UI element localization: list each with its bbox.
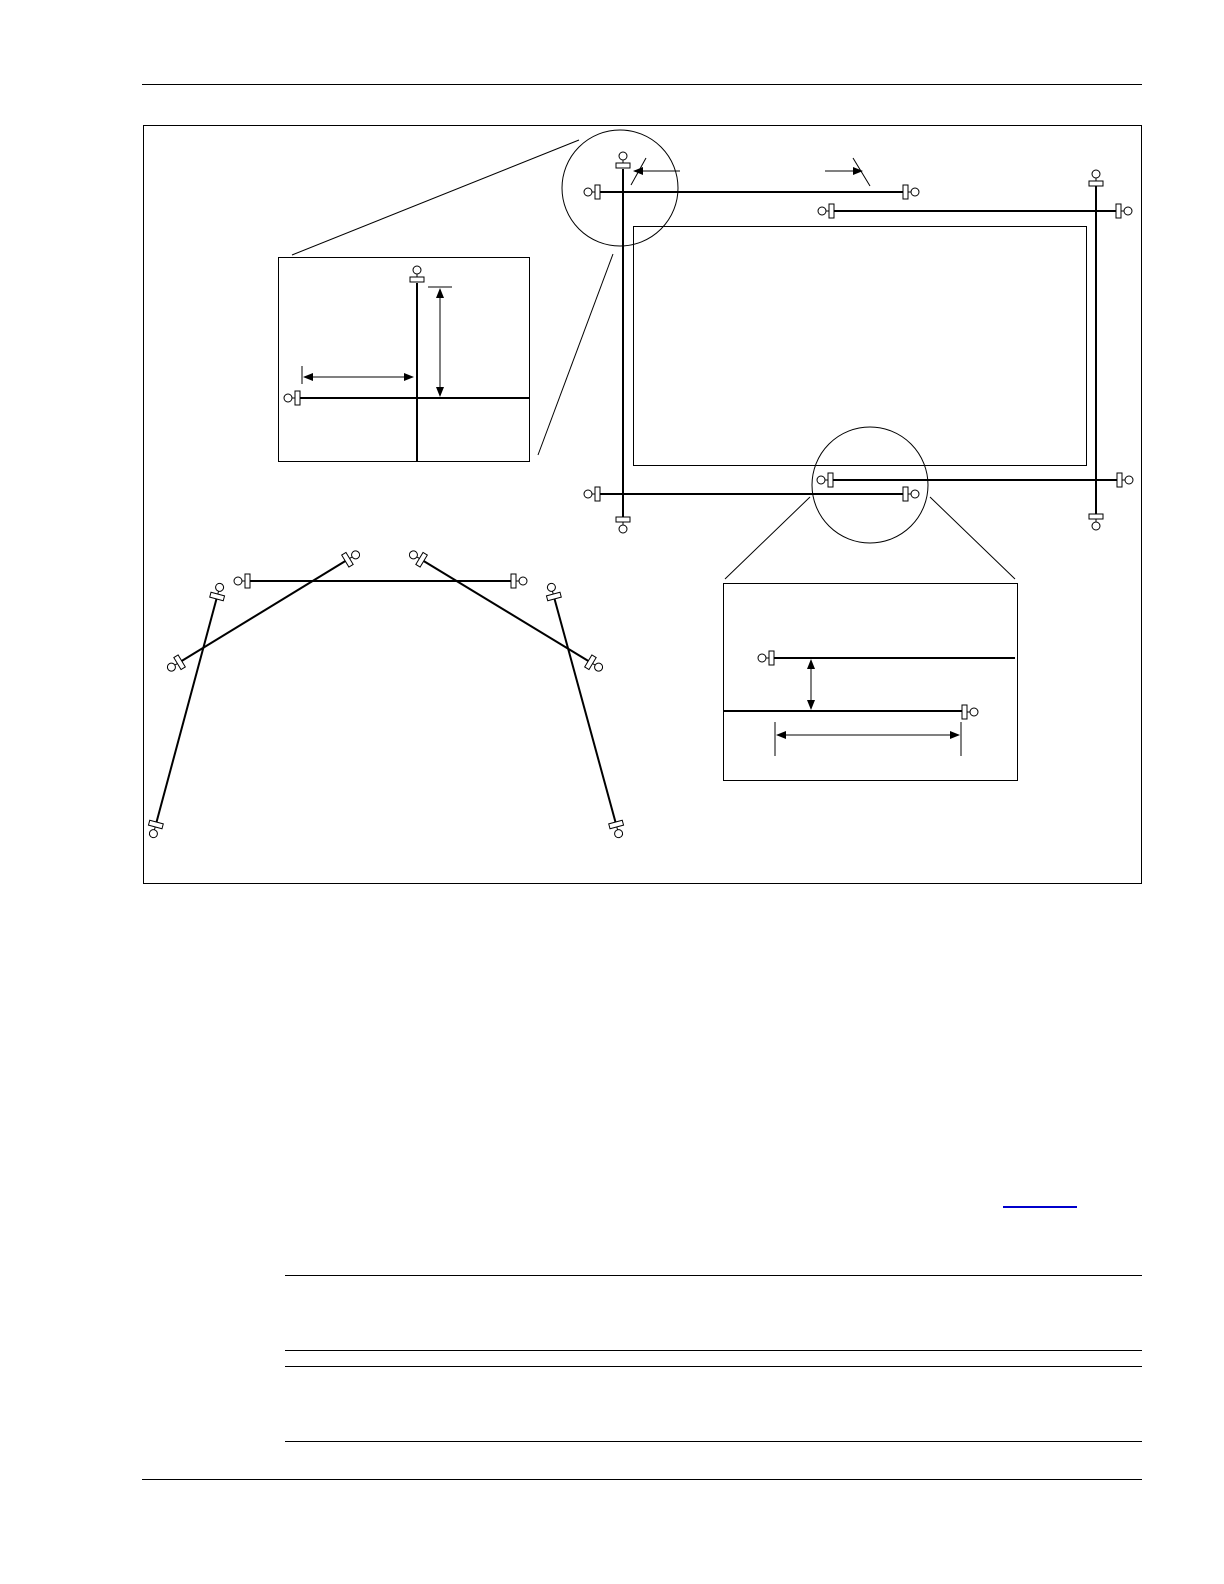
curved-wall-layout bbox=[146, 547, 627, 840]
screen-rectangle bbox=[634, 227, 1087, 466]
callout-line-left bbox=[725, 497, 810, 579]
curve-right-steep-bar bbox=[554, 597, 616, 824]
curve-right-diagonal-bar bbox=[422, 560, 590, 662]
frame-layout-diagram bbox=[562, 130, 1133, 543]
corner-zoom-circle bbox=[562, 130, 678, 246]
curve-left-diagonal-bar bbox=[180, 560, 347, 662]
overlap-detail-inset bbox=[724, 497, 1018, 781]
callout-line-right bbox=[930, 497, 1015, 579]
gap-tick-right bbox=[853, 158, 870, 186]
callout-line-upper bbox=[292, 140, 579, 255]
corner-inset-frame bbox=[279, 258, 530, 462]
callout-line-lower bbox=[538, 254, 613, 455]
curve-left-steep-bar bbox=[156, 597, 217, 824]
overlap-inset-frame bbox=[724, 584, 1018, 781]
corner-detail-inset bbox=[279, 140, 614, 462]
